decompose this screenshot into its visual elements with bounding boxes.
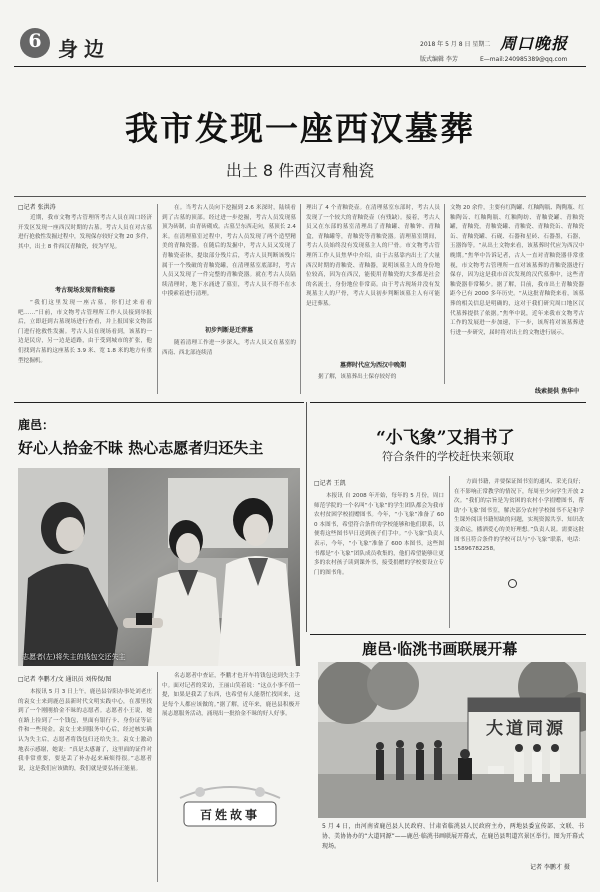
lead-col3-text: 理出了 4 个青釉瓷壶。在清理墓室东部时，考古人员发现了一个较大的青釉瓷壶（有残缺）。接着，考古人员又在东部的墓室清理出了青釉罐、青釉钟、青釉盒，青釉罐等，青釉瓷等青釉瓷器。清理墓室期间，考古人员始终没有发现墓主人的尸骨。市文物考古管理所工作人员焦华中介绍，由于古墓靠内出土了大量西汉时期的青釉瓷、青釉器，说明该墓主人的身份地位较高，因为在西汉，能使用青釉瓷的大多都是社会的名流士，身份地位非常高。由于考古现场并没有发现墓主人的尸骨，考古人员初步判断该墓主人有可能是迁葬墓。 [306,205,440,307]
issue-date: 2018 年 5 月 8 日 星期二 [420,41,491,48]
lead-col4-text: 文物 20 余件，主要有红陶罐、红釉陶瓶、陶陶瓶、红釉陶缶、红釉陶瓶、红釉陶纺、青釉瓷罐、青釉瓷罐，青釉瓷，青釉瓷罐、青釉瓷、青釉瓷缶、青釉瓷缶、青釉瓷罐、石砚、石器和星砖、石器墨，石器，玉器饰等。“从出土文物来看，该墓葬时代应为西汉中晚期。”焦华中告诉记者，古人一直对青釉瓷器非常重视，市文物考古管理所一直对该墓葬的青釉瓷器进行保存，因为这是我市首次发现的汉代墓葬中，这些青釉瓷器非常稀少。据了解，目前，我市出土青釉瓷器距今已有 2000 多年历史。“从这批青釉瓷来看，该墓葬的相关信息是明确的，这对于我们研究周口地区汉代墓葬提供了依据。”焦华中说，近年来我市文物考古工作的发展进一步加速，下一步，该所将对该墓葬进行进一步研究，届时将对出土的文物进行展示。 [450,205,584,336]
stage-banner-text: 大道同源 [486,719,566,739]
story4-credit: 记者 李鹏才 摄 [530,864,570,871]
half-divider [306,402,307,632]
story2-kicker: 鹿邑： [18,418,55,432]
lead-subhead: 出土 8 件西汉青釉瓷 [225,161,375,180]
lead-column-1 [18,214,152,396]
story3-top-rule [310,402,586,403]
lead-col3-text-b: 据了解，该墓葬出土保存较好的 [318,374,397,380]
icon-phone-circle [508,579,517,588]
story2-col1: 本报讯 5 月 3 日上午，鹿邑县谷阳办事处刘老庄的袁女士来到鹿邑县新时代文明实践中心，在那里找到了一个刚刚拾金不昧的志愿者。志愿者小王说，她在路上捡到了一个钱包，里面有银行卡、身份证等证件和一些现金。袁女士来到服务中心后，经过核实确认为失主后，志愿者将钱包归还给失主。袁女士激动地表示感谢，她说：“真是太感谢了，这里面的证件对我非常重要，要是丢了补办起来麻烦得很。”志愿者说，这是我们应该做的，我们就是要弘扬正能量。 [18,689,152,772]
masthead-rule [14,66,586,67]
story3-subhead: 符合条件的学校赶快来领取 [382,450,514,463]
page-number: 6 [28,30,42,52]
story3-byline: □记者 王凯 [314,480,346,487]
page-editor: 版式编辑 李芳 [420,56,458,63]
lead-col2-text: 在。当考古人员向下挖掘到 2.6 米深时，陆续看到了古墓的顶部。经过进一步挖掘，考古人员发现墓顶为砖制，由青砖砌成。古墓呈东西走向，墓顶长 2.4 米。在清理墓室过程中，考古人员发现了两个造型精美的青釉瓷器。在随后的发掘中，考古人员又发现了青釉瓷壶体，提取部分残片后，考古人员判断该残片属于一个残破的青釉瓷罐，在清理墓室底部时，考古人员又发现了一件完整的青釉瓷器。就在考古人员陆续清理时，地下水涌进了墓室，考古人员不得不在水中摸索着进行清理。 [162,205,296,298]
story2-photo-caption: 志愿者(左)将失主的钱包交还失主 [22,653,126,661]
lead-col-divider-1 [157,204,158,394]
story3-col-divider [449,476,450,628]
lead-column-2 [162,204,296,396]
section-title: 身边 [58,37,110,61]
column-logo-text: 百姓故事 [199,808,260,822]
masthead [0,0,600,72]
lead-col2-subhead: 初步判断是迁葬墓 [204,327,253,334]
lead-headline: 我市发现一座西汉墓葬 [125,109,475,148]
lead-column-3 [306,204,440,396]
lead-column-4 [450,204,584,374]
story3-col2: 方面书籍，并要保证图书室的通风、采光良好；在不影响正常教学的情况下，每周至少向学生开放 2 次。“我们的宗旨是为贫困的农村小学捐赠图书，帮助‘小飞象’图书室，解决部分农村学校图书不足和学生课外阅读书籍短缺的问题，实现资源共享、知识改变命运，播洒爱心的美好理想。”负责人说。需要这批图书且符合条件的学校可以与“小飞象”联系，电话：15896782258。 [454,479,584,553]
story3-col1: 本报讯 自 2008 年开始，每年的 5 月份，周口师范学院的一个名叫“小飞象”的学生团队都会为我市农村贫困学校捐赠图书。今年，“小飞象”准备了 600 本图书，希望符合条件的学校能够和他们联系，以便将这些图书早日送到孩子们手中。“小飞象”负责人表示，今年，“小飞象”准备了 600 本图书，这些图书都是“小飞象”团队成员收集的，他们希望能够让更多的农村孩子读到课外书，接受捐赠的学校要设立专门的图书角。 [314,493,444,576]
story4-caption: 5 月 4 日，由河南省鹿邑县人民政府、甘肃省临洮县人民政府主办，两地县委宣传部、文联、书协、美协协办的“大道同源”——鹿邑·临洮书画联展开幕式，在鹿邑县明道宫景区举行。图为开幕式现场。 [322,823,584,850]
lead-col1-text: 近期，我市文物考古管理所考古人员在周口经济开发区发现一座西汉时期的古墓。考古人员在对古墓进行抢救性发掘过程中，发现保存较好文物 20 多件，其中，出土 8 件西汉青釉瓷，较为罕见。 [18,215,152,250]
story2-top-rule [14,402,304,403]
lead-top-rule [14,196,586,197]
lead-col-divider-2 [300,204,301,394]
story2-byline: □记者 李鹏才/文 通讯员 刘传保/图 [18,676,112,683]
lead-credit: 线索提供 焦华中 [535,388,580,395]
story4-top-rule [310,634,586,635]
lead-col1-text-b: “我们这里发现一座古墓，你们过来看看吧……”日前，市文物考古管理所工作人员接到举报后，立即赶到古墓现场进行查看，并上报国家文物部门进行抢救性发掘。考古人员在现场看到，该墓的一边是民房，另一边是道路，由于受到城市的扩张，他们找到古墓的这座墓长 3.9 米、宽 1.8 米的地方有重型挖掘机。 [18,300,152,364]
story4-headline: 鹿邑·临洮书画联展开幕 [362,640,518,658]
paper-logo: 周口晚报 [500,34,569,53]
story2-col2: 名志愿者中查证，李鹏才也开车将钱包送到失主手中。面对记者的采访，王丽山笑着说：“这点小事不值一提，如果是我丢了东西，也希望有人能帮忙找回来，这是每个人都应该做的。”据了解，近年来，鹿邑县积极开展志愿服务活动，涌现出一批拾金不昧的好人好事。 [162,673,300,718]
column-logo [170,780,290,840]
editor-email: E—mail:240985389@qq.com [480,56,568,63]
lead-col1-subhead: 考古现场发现青釉瓷器 [54,287,115,294]
story2-photo [18,468,300,666]
story2-col-divider [157,672,158,882]
lead-col3-subhead: 墓葬时代应为西汉中晚期 [339,362,406,369]
story2-headline: 好心人拾金不昧 热心志愿者归还失主 [18,439,264,457]
story4-photo [318,662,586,818]
story3-headline: “小飞象”又捐书了 [376,428,515,448]
lead-col-divider-3 [444,204,445,384]
lead-byline: □记者 张洪涛 [18,204,56,211]
lead-col2-text-b: 随着清理工作进一步深入，考古人员又在墓室的西南、西北部连续清 [162,340,296,356]
